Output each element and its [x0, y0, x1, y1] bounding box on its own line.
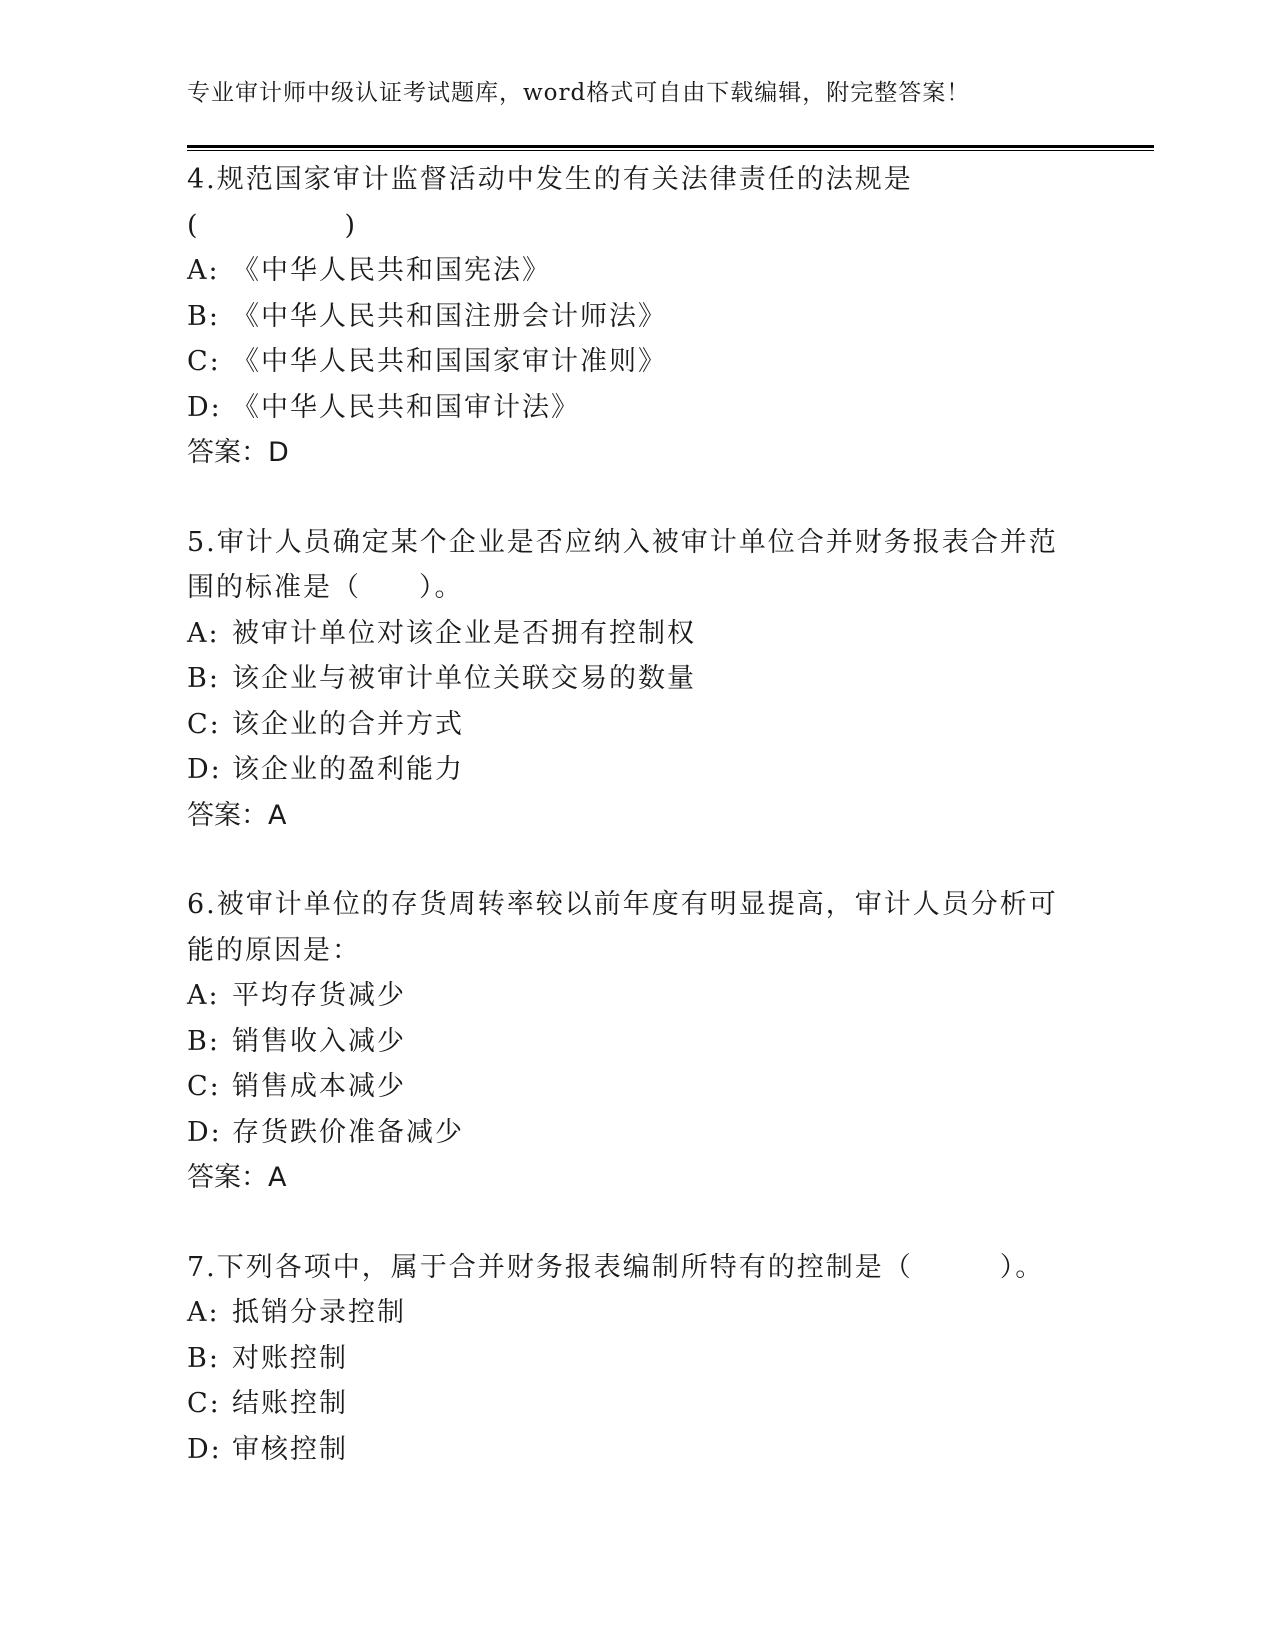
option-label: A: — [187, 617, 220, 649]
option-label: B: — [187, 663, 220, 694]
question-gap — [187, 838, 1087, 882]
option-label: A: — [187, 980, 220, 1011]
answer-line: 答案：A — [187, 799, 287, 831]
option-d — [187, 747, 1087, 793]
option-d — [187, 1110, 1087, 1156]
question-stem-line: 6.被审计单位的存货周转率较以前年度有明显提高，审计人员分析可 — [187, 889, 1058, 920]
option-label: A: — [187, 1297, 220, 1328]
option-label: D: — [187, 1433, 222, 1465]
option-text: 审核控制 — [232, 1433, 348, 1465]
option-label: D: — [187, 1116, 222, 1148]
answer-line: 答案：A — [187, 1162, 287, 1193]
option-b — [187, 1336, 1087, 1382]
question-7 — [187, 1245, 1087, 1473]
option-a — [187, 973, 1087, 1019]
option-text: 抵销分录控制 — [232, 1297, 406, 1328]
option-label: A: — [187, 255, 220, 286]
option-label: B: — [187, 1025, 220, 1057]
option-label: C: — [187, 1388, 221, 1419]
question-list — [187, 157, 1087, 1472]
option-a — [187, 248, 1087, 294]
answer-line: 答案：D — [187, 437, 289, 468]
header-rule-thick — [187, 145, 1154, 148]
option-label: D: — [187, 391, 222, 423]
option-text: 《中华人民共和国审计法》 — [232, 391, 580, 423]
option-text: 该企业的合并方式 — [232, 708, 464, 740]
header-rule-thin — [187, 150, 1154, 151]
option-label: D: — [187, 754, 222, 785]
option-text: 销售收入减少 — [232, 1025, 406, 1057]
option-label: B: — [187, 1342, 220, 1374]
option-text: 结账控制 — [232, 1388, 348, 1419]
option-text: 《中华人民共和国国家审计准则》 — [232, 346, 667, 377]
option-label: B: — [187, 300, 220, 332]
option-text: 对账控制 — [232, 1342, 348, 1374]
option-b — [187, 656, 1087, 702]
option-text: 存货跌价准备减少 — [232, 1116, 464, 1148]
option-b — [187, 294, 1087, 340]
option-text: 该企业与被审计单位关联交易的数量 — [232, 663, 696, 694]
option-c — [187, 1381, 1087, 1427]
question-stem-line: ( ) — [187, 209, 358, 241]
option-d — [187, 385, 1087, 431]
question-stem-line: 7.下列各项中，属于合并财务报表编制所特有的控制是（ ）。 — [187, 1251, 1045, 1283]
option-a — [187, 611, 1087, 657]
option-text: 该企业的盈利能力 — [232, 754, 464, 785]
option-label: C: — [187, 1071, 221, 1102]
option-c — [187, 702, 1087, 748]
option-label: C: — [187, 708, 221, 740]
question-stem-line: 能的原因是： — [187, 934, 361, 966]
option-text: 销售成本减少 — [232, 1071, 406, 1102]
option-label: C: — [187, 346, 221, 377]
option-text: 被审计单位对该企业是否拥有控制权 — [232, 617, 696, 649]
question-stem-line: 4.规范国家审计监督活动中发生的有关法律责任的法规是 — [187, 164, 913, 195]
question-5 — [187, 520, 1087, 839]
option-c — [187, 339, 1087, 385]
option-d — [187, 1427, 1087, 1473]
question-stem-line: 围的标准是（ ）。 — [187, 572, 464, 603]
page-header: 专业审计师中级认证考试题库，word格式可自由下载编辑，附完整答案！ — [187, 80, 971, 106]
question-gap — [187, 1201, 1087, 1245]
question-stem-line: 5.审计人员确定某个企业是否应纳入被审计单位合并财务报表合并范 — [187, 526, 1058, 558]
option-a — [187, 1290, 1087, 1336]
question-4 — [187, 157, 1087, 476]
option-text: 《中华人民共和国宪法》 — [232, 255, 551, 286]
question-gap — [187, 476, 1087, 520]
question-6 — [187, 882, 1087, 1201]
option-b — [187, 1019, 1087, 1065]
option-c — [187, 1064, 1087, 1110]
option-text: 《中华人民共和国注册会计师法》 — [232, 300, 667, 332]
option-text: 平均存货减少 — [232, 980, 406, 1011]
